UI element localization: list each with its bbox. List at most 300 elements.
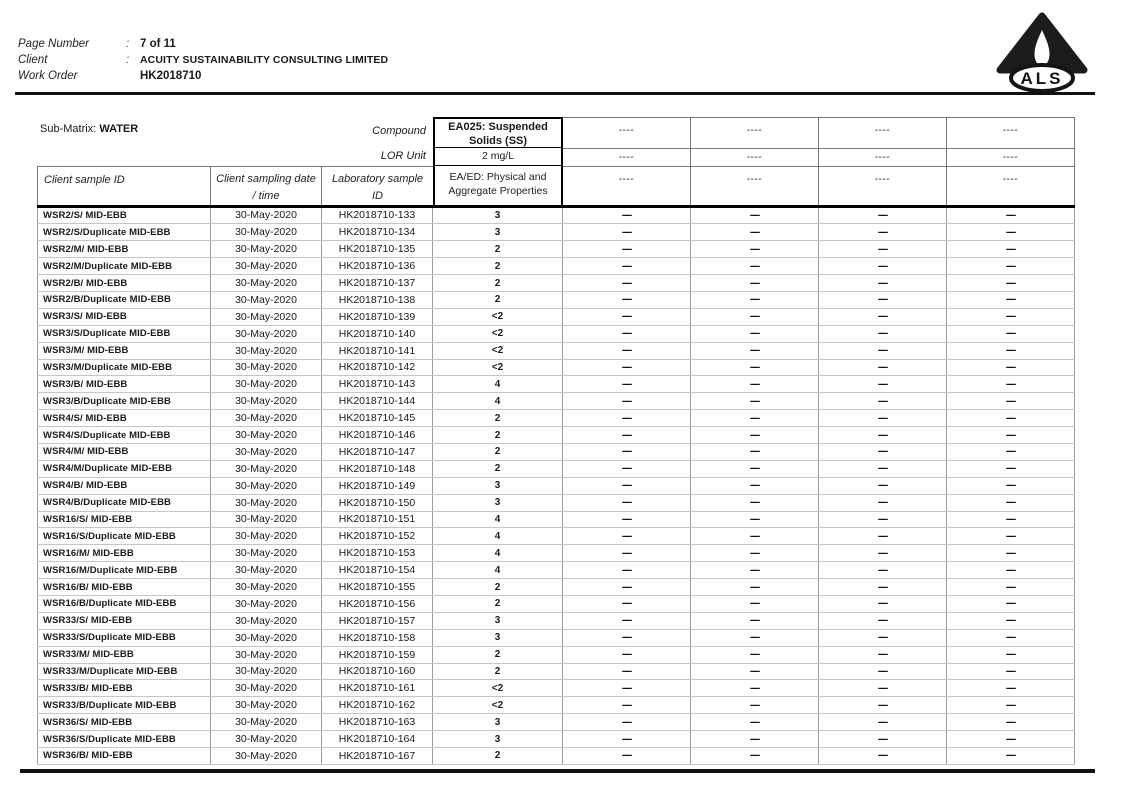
cell-no-result: ---- [947, 630, 1075, 646]
cell-sampling-date: 30-May-2020 [211, 224, 322, 240]
cell-no-result: ---- [691, 731, 819, 747]
cell-no-result: ---- [947, 410, 1075, 426]
cell-client-sample-id: WSR3/B/Duplicate MID-EBB [37, 393, 211, 409]
cell-sampling-date: 30-May-2020 [211, 545, 322, 561]
cell-no-result: ---- [563, 731, 691, 747]
cell-client-sample-id: WSR2/M/Duplicate MID-EBB [37, 258, 211, 274]
cell-no-result: ---- [947, 275, 1075, 291]
client-row [18, 54, 388, 66]
cell-no-result: ---- [819, 208, 947, 224]
cell-ss-result: <2 [433, 680, 563, 696]
cell-ss-result: 3 [433, 714, 563, 730]
table-body [37, 208, 1075, 765]
sub-matrix-value: WATER [99, 123, 139, 135]
cell-no-result: ---- [691, 630, 819, 646]
cell-ss-result: <2 [433, 309, 563, 325]
cell-client-sample-id: WSR16/S/ MID-EBB [37, 512, 211, 528]
cell-no-result: ---- [691, 528, 819, 544]
cell-client-sample-id: WSR33/B/ MID-EBB [37, 680, 211, 696]
header-left-lor [37, 148, 433, 166]
empty-method-header: ---- [819, 117, 947, 148]
cell-no-result: ---- [563, 343, 691, 359]
cell-lab-sample-id: HK2018710-156 [322, 596, 433, 612]
cell-lab-sample-id: HK2018710-167 [322, 748, 433, 764]
cell-sampling-date: 30-May-2020 [211, 528, 322, 544]
cell-lab-sample-id: HK2018710-144 [322, 393, 433, 409]
cell-client-sample-id: WSR2/B/ MID-EBB [37, 275, 211, 291]
cell-no-result: ---- [563, 647, 691, 663]
cell-sampling-date: 30-May-2020 [211, 410, 322, 426]
table-row [37, 562, 1075, 579]
cell-lab-sample-id: HK2018710-153 [322, 545, 433, 561]
sampling-date-line2: / time [252, 189, 280, 202]
table-row [37, 664, 1075, 681]
cell-no-result: ---- [947, 461, 1075, 477]
cell-no-result: ---- [819, 309, 947, 325]
cell-no-result: ---- [947, 697, 1075, 713]
cell-lab-sample-id: HK2018710-160 [322, 664, 433, 680]
cell-no-result: ---- [947, 444, 1075, 460]
work-order-label: Work Order [18, 70, 78, 82]
cell-ss-result: 2 [433, 292, 563, 308]
als-logo-text: ALS [1020, 69, 1064, 88]
cell-ss-result: 3 [433, 731, 563, 747]
cell-no-result: ---- [691, 714, 819, 730]
cell-no-result: ---- [691, 427, 819, 443]
cell-no-result: ---- [947, 393, 1075, 409]
cell-sampling-date: 30-May-2020 [211, 579, 322, 595]
cell-lab-sample-id: HK2018710-161 [322, 680, 433, 696]
cell-no-result: ---- [691, 376, 819, 392]
cell-no-result: ---- [563, 309, 691, 325]
cell-lab-sample-id: HK2018710-157 [322, 613, 433, 629]
cell-no-result: ---- [819, 360, 947, 376]
table-row [37, 343, 1075, 360]
cell-lab-sample-id: HK2018710-133 [322, 208, 433, 224]
cell-no-result: ---- [819, 258, 947, 274]
cell-no-result: ---- [947, 292, 1075, 308]
client-label: Client [18, 54, 48, 66]
cell-no-result: ---- [819, 224, 947, 240]
cell-lab-sample-id: HK2018710-164 [322, 731, 433, 747]
cell-sampling-date: 30-May-2020 [211, 241, 322, 257]
cell-lab-sample-id: HK2018710-138 [322, 292, 433, 308]
cell-ss-result: 3 [433, 613, 563, 629]
cell-no-result: ---- [563, 258, 691, 274]
cell-no-result: ---- [819, 579, 947, 595]
cell-no-result: ---- [691, 495, 819, 511]
cell-sampling-date: 30-May-2020 [211, 478, 322, 494]
header-divider-line [15, 92, 1095, 95]
cell-client-sample-id: WSR16/M/ MID-EBB [37, 545, 211, 561]
cell-client-sample-id: WSR16/B/ MID-EBB [37, 579, 211, 595]
cell-sampling-date: 30-May-2020 [211, 208, 322, 224]
cell-no-result: ---- [819, 596, 947, 612]
cell-no-result: ---- [691, 360, 819, 376]
sub-matrix-text [40, 123, 138, 135]
empty-group-header: ---- [819, 166, 947, 205]
cell-no-result: ---- [947, 579, 1075, 595]
cell-sampling-date: 30-May-2020 [211, 309, 322, 325]
cell-no-result: ---- [691, 680, 819, 696]
table-row [37, 427, 1075, 444]
cell-no-result: ---- [819, 697, 947, 713]
cell-no-result: ---- [819, 292, 947, 308]
cell-no-result: ---- [819, 714, 947, 730]
cell-no-result: ---- [691, 275, 819, 291]
cell-ss-result: 2 [433, 258, 563, 274]
cell-no-result: ---- [563, 512, 691, 528]
cell-lab-sample-id: HK2018710-140 [322, 326, 433, 342]
cell-no-result: ---- [563, 275, 691, 291]
cell-sampling-date: 30-May-2020 [211, 461, 322, 477]
cell-no-result: ---- [691, 562, 819, 578]
cell-no-result: ---- [819, 376, 947, 392]
table-row [37, 478, 1075, 495]
cell-no-result: ---- [819, 630, 947, 646]
client-value: ACUITY SUSTAINABILITY CONSULTING LIMITED [140, 54, 389, 66]
cell-no-result: ---- [947, 680, 1075, 696]
cell-no-result: ---- [947, 596, 1075, 612]
cell-lab-sample-id: HK2018710-148 [322, 461, 433, 477]
cell-no-result: ---- [563, 714, 691, 730]
column-header-lab-sample-id [322, 166, 433, 205]
empty-method-header: ---- [563, 117, 691, 148]
cell-client-sample-id: WSR33/S/ MID-EBB [37, 613, 211, 629]
cell-no-result: ---- [819, 275, 947, 291]
cell-client-sample-id: WSR36/S/Duplicate MID-EBB [37, 731, 211, 747]
table-row [37, 714, 1075, 731]
cell-ss-result: 2 [433, 748, 563, 764]
page-bottom-line [20, 769, 1095, 773]
cell-ss-result: 2 [433, 596, 563, 612]
cell-no-result: ---- [691, 309, 819, 325]
table-header [37, 117, 1075, 205]
cell-no-result: ---- [947, 241, 1075, 257]
header-left-top [37, 117, 433, 148]
table-row [37, 208, 1075, 225]
cell-sampling-date: 30-May-2020 [211, 343, 322, 359]
cell-no-result: ---- [819, 393, 947, 409]
cell-no-result: ---- [691, 393, 819, 409]
cell-client-sample-id: WSR4/S/Duplicate MID-EBB [37, 427, 211, 443]
compound-label: Compound [372, 125, 426, 137]
cell-no-result: ---- [563, 410, 691, 426]
cell-client-sample-id: WSR4/M/ MID-EBB [37, 444, 211, 460]
cell-sampling-date: 30-May-2020 [211, 697, 322, 713]
cell-client-sample-id: WSR16/M/Duplicate MID-EBB [37, 562, 211, 578]
cell-ss-result: <2 [433, 360, 563, 376]
cell-client-sample-id: WSR3/B/ MID-EBB [37, 376, 211, 392]
cell-no-result: ---- [563, 748, 691, 764]
work-order-value: HK2018710 [140, 70, 202, 82]
cell-no-result: ---- [819, 647, 947, 663]
cell-no-result: ---- [819, 461, 947, 477]
cell-ss-result: 2 [433, 647, 563, 663]
table-row [37, 258, 1075, 275]
cell-no-result: ---- [819, 478, 947, 494]
cell-lab-sample-id: HK2018710-139 [322, 309, 433, 325]
cell-ss-result: 3 [433, 630, 563, 646]
cell-no-result: ---- [563, 495, 691, 511]
cell-lab-sample-id: HK2018710-150 [322, 495, 433, 511]
cell-no-result: ---- [819, 495, 947, 511]
empty-group-header: ---- [691, 166, 819, 205]
cell-sampling-date: 30-May-2020 [211, 680, 322, 696]
cell-no-result: ---- [947, 613, 1075, 629]
table-row [37, 512, 1075, 529]
table-row [37, 748, 1075, 765]
empty-lor-cell: ---- [691, 148, 819, 166]
cell-no-result: ---- [947, 376, 1075, 392]
table-row [37, 292, 1075, 309]
cell-no-result: ---- [947, 528, 1075, 544]
cell-no-result: ---- [563, 664, 691, 680]
cell-ss-result: 2 [433, 664, 563, 680]
cell-ss-result: 4 [433, 376, 563, 392]
cell-client-sample-id: WSR4/S/ MID-EBB [37, 410, 211, 426]
cell-no-result: ---- [947, 224, 1075, 240]
cell-client-sample-id: WSR33/B/Duplicate MID-EBB [37, 697, 211, 713]
cell-no-result: ---- [819, 427, 947, 443]
cell-lab-sample-id: HK2018710-163 [322, 714, 433, 730]
cell-sampling-date: 30-May-2020 [211, 714, 322, 730]
cell-no-result: ---- [947, 360, 1075, 376]
cell-ss-result: 2 [433, 444, 563, 460]
cell-client-sample-id: WSR16/B/Duplicate MID-EBB [37, 596, 211, 612]
table-row [37, 410, 1075, 427]
table-row [37, 697, 1075, 714]
cell-no-result: ---- [563, 461, 691, 477]
table-row [37, 376, 1075, 393]
cell-no-result: ---- [691, 292, 819, 308]
cell-no-result: ---- [691, 444, 819, 460]
cell-lab-sample-id: HK2018710-145 [322, 410, 433, 426]
cell-no-result: ---- [819, 343, 947, 359]
cell-sampling-date: 30-May-2020 [211, 495, 322, 511]
cell-lab-sample-id: HK2018710-149 [322, 478, 433, 494]
sub-matrix-label: Sub-Matrix: [40, 123, 97, 135]
cell-ss-result: 2 [433, 410, 563, 426]
cell-client-sample-id: WSR16/S/Duplicate MID-EBB [37, 528, 211, 544]
als-logo-icon [992, 12, 1092, 92]
document-header [18, 38, 388, 86]
method-group-line1: EA/ED: Physical and [449, 171, 547, 183]
cell-no-result: ---- [691, 697, 819, 713]
cell-no-result: ---- [947, 309, 1075, 325]
cell-sampling-date: 30-May-2020 [211, 731, 322, 747]
cell-no-result: ---- [563, 697, 691, 713]
method-title-line2: Solids (SS) [468, 134, 528, 147]
cell-lab-sample-id: HK2018710-158 [322, 630, 433, 646]
cell-no-result: ---- [947, 258, 1075, 274]
cell-sampling-date: 30-May-2020 [211, 376, 322, 392]
cell-sampling-date: 30-May-2020 [211, 258, 322, 274]
cell-no-result: ---- [691, 326, 819, 342]
cell-client-sample-id: WSR33/S/Duplicate MID-EBB [37, 630, 211, 646]
cell-sampling-date: 30-May-2020 [211, 596, 322, 612]
cell-no-result: ---- [691, 596, 819, 612]
table-row [37, 495, 1075, 512]
cell-no-result: ---- [691, 461, 819, 477]
cell-no-result: ---- [819, 326, 947, 342]
method-title-line1: EA025: Suspended [448, 121, 548, 133]
cell-ss-result: <2 [433, 697, 563, 713]
cell-no-result: ---- [691, 410, 819, 426]
cell-no-result: ---- [691, 241, 819, 257]
cell-no-result: ---- [563, 478, 691, 494]
cell-no-result: ---- [691, 512, 819, 528]
cell-no-result: ---- [563, 444, 691, 460]
empty-group-header: ---- [947, 166, 1075, 205]
cell-ss-result: <2 [433, 343, 563, 359]
cell-sampling-date: 30-May-2020 [211, 427, 322, 443]
cell-no-result: ---- [691, 258, 819, 274]
cell-no-result: ---- [819, 512, 947, 528]
table-row [37, 241, 1075, 258]
cell-sampling-date: 30-May-2020 [211, 647, 322, 663]
cell-ss-result: 3 [433, 208, 563, 224]
cell-lab-sample-id: HK2018710-159 [322, 647, 433, 663]
cell-ss-result: 4 [433, 393, 563, 409]
cell-no-result: ---- [819, 528, 947, 544]
cell-ss-result: 4 [433, 512, 563, 528]
cell-lab-sample-id: HK2018710-135 [322, 241, 433, 257]
cell-ss-result: 4 [433, 528, 563, 544]
lab-sample-line2: ID [372, 189, 383, 202]
cell-no-result: ---- [563, 427, 691, 443]
cell-sampling-date: 30-May-2020 [211, 512, 322, 528]
table-row [37, 444, 1075, 461]
cell-no-result: ---- [819, 613, 947, 629]
table-row [37, 647, 1075, 664]
cell-no-result: ---- [563, 224, 691, 240]
cell-ss-result: 3 [433, 495, 563, 511]
cell-ss-result: 3 [433, 224, 563, 240]
cell-no-result: ---- [947, 208, 1075, 224]
cell-no-result: ---- [947, 731, 1075, 747]
cell-no-result: ---- [691, 613, 819, 629]
cell-client-sample-id: WSR3/S/ MID-EBB [37, 309, 211, 325]
page-number-row [18, 38, 388, 50]
cell-no-result: ---- [691, 343, 819, 359]
lor-unit-value: 2 mg/L [433, 148, 563, 166]
cell-no-result: ---- [691, 664, 819, 680]
cell-client-sample-id: WSR2/S/ MID-EBB [37, 208, 211, 224]
cell-client-sample-id: WSR2/B/Duplicate MID-EBB [37, 292, 211, 308]
cell-sampling-date: 30-May-2020 [211, 630, 322, 646]
work-order-row [18, 70, 388, 82]
cell-sampling-date: 30-May-2020 [211, 748, 322, 764]
results-table [37, 117, 1075, 765]
cell-no-result: ---- [947, 748, 1075, 764]
cell-ss-result: 4 [433, 562, 563, 578]
empty-lor-cell: ---- [819, 148, 947, 166]
table-row [37, 731, 1075, 748]
table-row [37, 545, 1075, 562]
cell-lab-sample-id: HK2018710-152 [322, 528, 433, 544]
cell-sampling-date: 30-May-2020 [211, 562, 322, 578]
cell-no-result: ---- [563, 630, 691, 646]
table-row [37, 360, 1075, 377]
method-group-header [433, 166, 563, 205]
cell-lab-sample-id: HK2018710-162 [322, 697, 433, 713]
cell-sampling-date: 30-May-2020 [211, 444, 322, 460]
table-row [37, 680, 1075, 697]
cell-no-result: ---- [563, 528, 691, 544]
cell-no-result: ---- [947, 647, 1075, 663]
table-row [37, 275, 1075, 292]
cell-sampling-date: 30-May-2020 [211, 360, 322, 376]
cell-lab-sample-id: HK2018710-137 [322, 275, 433, 291]
cell-no-result: ---- [691, 748, 819, 764]
cell-no-result: ---- [691, 224, 819, 240]
cell-sampling-date: 30-May-2020 [211, 664, 322, 680]
cell-no-result: ---- [563, 292, 691, 308]
cell-lab-sample-id: HK2018710-146 [322, 427, 433, 443]
cell-lab-sample-id: HK2018710-136 [322, 258, 433, 274]
cell-ss-result: <2 [433, 326, 563, 342]
lor-unit-label: LOR Unit [380, 150, 426, 162]
cell-no-result: ---- [947, 562, 1075, 578]
cell-no-result: ---- [947, 326, 1075, 342]
cell-sampling-date: 30-May-2020 [211, 326, 322, 342]
cell-client-sample-id: WSR3/M/ MID-EBB [37, 343, 211, 359]
empty-lor-cell: ---- [947, 148, 1075, 166]
cell-no-result: ---- [563, 596, 691, 612]
table-row [37, 393, 1075, 410]
cell-client-sample-id: WSR3/M/Duplicate MID-EBB [37, 360, 211, 376]
table-row [37, 579, 1075, 596]
cell-client-sample-id: WSR2/S/Duplicate MID-EBB [37, 224, 211, 240]
cell-lab-sample-id: HK2018710-151 [322, 512, 433, 528]
cell-no-result: ---- [563, 613, 691, 629]
cell-ss-result: 2 [433, 579, 563, 595]
cell-no-result: ---- [819, 562, 947, 578]
empty-method-header: ---- [691, 117, 819, 148]
cell-no-result: ---- [563, 376, 691, 392]
table-row [37, 309, 1075, 326]
cell-no-result: ---- [947, 495, 1075, 511]
cell-ss-result: 4 [433, 545, 563, 561]
cell-no-result: ---- [947, 343, 1075, 359]
cell-no-result: ---- [947, 512, 1075, 528]
cell-no-result: ---- [947, 545, 1075, 561]
cell-client-sample-id: WSR4/B/ MID-EBB [37, 478, 211, 494]
cell-no-result: ---- [563, 393, 691, 409]
empty-lor-cell: ---- [563, 148, 691, 166]
cell-client-sample-id: WSR4/M/Duplicate MID-EBB [37, 461, 211, 477]
cell-no-result: ---- [819, 664, 947, 680]
cell-ss-result: 2 [433, 241, 563, 257]
cell-client-sample-id: WSR4/B/Duplicate MID-EBB [37, 495, 211, 511]
cell-ss-result: 2 [433, 427, 563, 443]
cell-no-result: ---- [563, 241, 691, 257]
table-row [37, 528, 1075, 545]
cell-no-result: ---- [563, 545, 691, 561]
cell-client-sample-id: WSR2/M/ MID-EBB [37, 241, 211, 257]
cell-no-result: ---- [563, 680, 691, 696]
cell-no-result: ---- [819, 545, 947, 561]
cell-no-result: ---- [819, 241, 947, 257]
cell-lab-sample-id: HK2018710-154 [322, 562, 433, 578]
cell-no-result: ---- [819, 731, 947, 747]
cell-no-result: ---- [563, 208, 691, 224]
method-header-ea025 [433, 117, 563, 148]
table-row [37, 630, 1075, 647]
cell-lab-sample-id: HK2018710-134 [322, 224, 433, 240]
colon: : [126, 38, 130, 50]
